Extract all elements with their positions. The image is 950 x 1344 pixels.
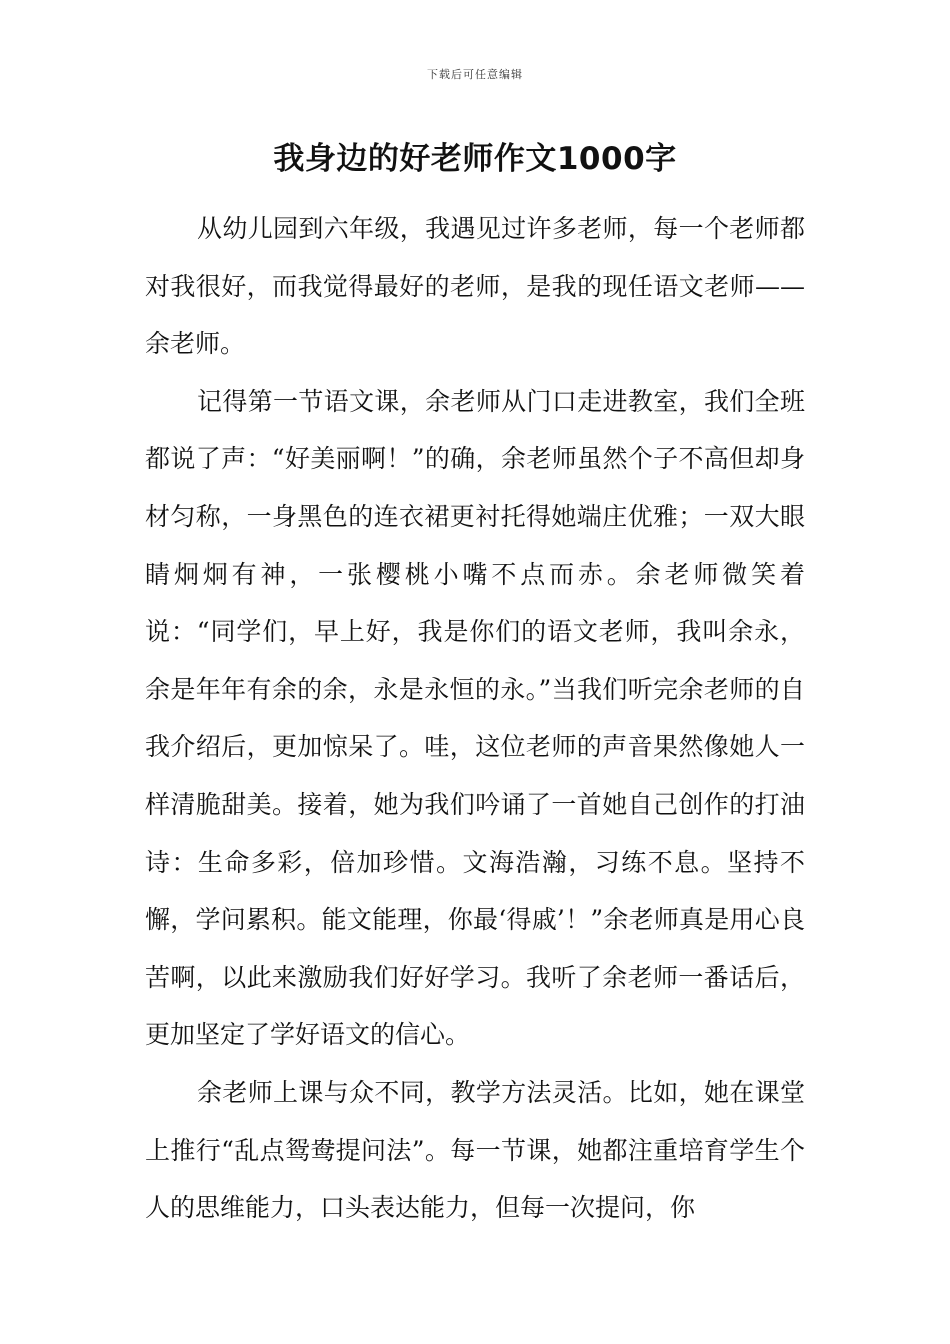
essay-body — [145, 200, 805, 1237]
page-title: 我身边的好老师作文1000字 — [273, 141, 677, 177]
paragraph-2: 记得第一节语文课，余老师从门口走进教室，我们全班都说了声：“好美丽啊！”的确，余老师虽然个子不高但却身材匀称，一身黑色的连衣裙更衬托得她端庄优雅；一双大眼睛炯炯有神，一张樱桃小嘴不点而赤。余老师微笑着说：“同学们，早上好，我是你们的语文老师，我叫余永，余是年年有余的余，永是永恒的永。”当我们听完余老师的自我介绍后，更加惊呆了。哇，这位老师的声音果然像她人一样清脆甜美。接着，她为我们吟诵了一首她自己创作的打油诗：生命多彩，倍加珍惜。文海浩瀚，习练不息。坚持不懈，学问累积。能文能理，你最‘得戚’！”余老师真是用心良苦啊，以此来激励我们好好学习。我听了余老师一番话后，更加坚定了学好语文的信心。 — [145, 386, 805, 1050]
header-note: 下载后可任意编辑 — [427, 68, 523, 81]
paragraph-1: 从幼儿园到六年级，我遇见过许多老师，每一个老师都对我很好，而我觉得最好的老师，是我的现任语文老师——余老师。 — [145, 214, 805, 359]
paragraph-3: 余老师上课与众不同，教学方法灵活。比如，她在课堂上推行“乱点鸳鸯提问法”。每一节课，她都注重培育学生个人的思维能力，口头表达能力，但每一次提问，你 — [145, 1077, 805, 1223]
